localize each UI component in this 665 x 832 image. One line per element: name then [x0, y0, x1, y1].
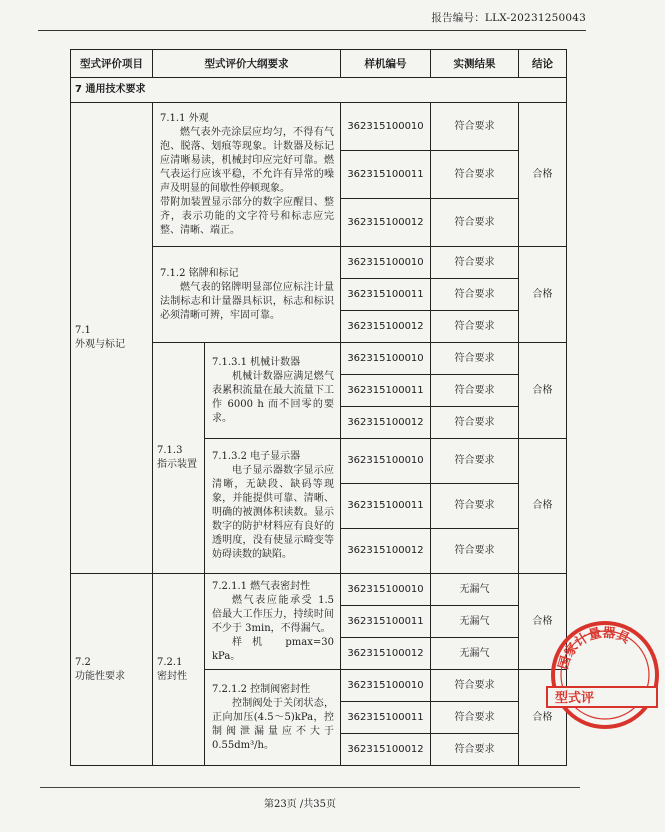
sample-number: 362315100011: [341, 375, 431, 407]
sample-number: 362315100010: [341, 439, 431, 484]
table-row: [71, 574, 567, 606]
result: 符合要求: [431, 734, 519, 766]
evaluation-table: [70, 49, 567, 766]
header-item: 型式评价项目: [71, 50, 153, 78]
section-row: [71, 78, 567, 103]
sample-number: 362315100012: [341, 638, 431, 670]
sample-number: 362315100012: [341, 529, 431, 574]
sample-number: 362315100010: [341, 247, 431, 279]
conclusion: 合格: [519, 247, 567, 343]
req-body: 控制阀处于关闭状态，正向加压(4.5～5)kPa，控制阀泄漏量应不大于 0.55dm³/h。: [212, 697, 334, 751]
req-7-2-1-2: [205, 670, 341, 766]
req-7-1-1: [153, 103, 341, 247]
conclusion: 合格: [519, 670, 567, 766]
sub-7-1-3: 7.1.3 指示装置: [153, 343, 205, 574]
header-conclusion: 结论: [519, 50, 567, 78]
sample-number: 362315100011: [341, 484, 431, 529]
req-body: 机械计数器应满足燃气表累积流量在最大流量下工作 6000 h 而不回零的要求。: [212, 370, 334, 424]
header-result: 实测结果: [431, 50, 519, 78]
svg-text:型式评: 型式评: [555, 691, 595, 706]
req-title: 7.1.3.2 电子显示器: [212, 451, 301, 462]
result: 符合要求: [431, 670, 519, 702]
conclusion: 合格: [519, 439, 567, 574]
svg-text:国家计量器具: 国家计量器具: [556, 625, 632, 672]
sample-number: 362315100011: [341, 606, 431, 638]
footer-rule: [40, 787, 580, 788]
result: 符合要求: [431, 103, 519, 151]
result: 符合要求: [431, 279, 519, 311]
result: 符合要求: [431, 529, 519, 574]
result: 符合要求: [431, 439, 519, 484]
req-title: 7.2.1.2 控制阀密封性: [212, 683, 311, 695]
official-seal: [545, 615, 665, 735]
conclusion: 合格: [519, 574, 567, 670]
req-title: 7.1.2 铭牌和标记: [160, 267, 239, 279]
result: 符合要求: [431, 702, 519, 734]
result: 无漏气: [431, 574, 519, 606]
req-body: 电子显示器数字显示应清晰，无缺段、缺码等现象，并能提供可靠、清晰、明确的被测体积读数。显示数字的防护材料应有良好的透明度，没有使显示畸变等妨碍读数的缺陷。: [212, 465, 334, 560]
item-7-2: 7.2 功能性要求: [71, 574, 153, 766]
result: 无漏气: [431, 606, 519, 638]
conclusion: 合格: [519, 343, 567, 439]
result: 符合要求: [431, 311, 519, 343]
req-7-1-3-1: [205, 343, 341, 439]
result: 符合要求: [431, 199, 519, 247]
page-footer: 第23页 /共35页: [264, 799, 336, 810]
req-7-2-1-1: [205, 574, 341, 670]
sample-number: 362315100012: [341, 311, 431, 343]
table-row: [71, 103, 567, 151]
result: 无漏气: [431, 638, 519, 670]
sample-number: 362315100011: [341, 279, 431, 311]
req-body: 燃气表的铭牌明显部位应标注计量法制标志和计量器具标识，标志和标识必须清晰可辨，牢固可靠。: [160, 281, 334, 321]
sample-number: 362315100011: [341, 702, 431, 734]
item-7-1: 7.1 外观与标记: [71, 103, 153, 574]
sample-number: 362315100012: [341, 407, 431, 439]
sample-number: 362315100010: [341, 670, 431, 702]
result: 符合要求: [431, 375, 519, 407]
result: 符合要求: [431, 151, 519, 199]
req-title: 7.1.3.1 机械计数器: [212, 356, 301, 368]
sub-7-2-1: 7.2.1 密封性: [153, 574, 205, 766]
result: 符合要求: [431, 484, 519, 529]
req-body: 燃气表应能承受 1.5 倍最大工作压力，持续时间不少于 3min，不得漏气。: [212, 594, 334, 634]
result: 符合要求: [431, 343, 519, 375]
req-extra: 样机 pmax=30 kPa。: [212, 636, 334, 662]
req-title: 7.1.1 外观: [160, 112, 209, 124]
table-header-row: [71, 50, 567, 78]
header-requirement: 型式评价大纲要求: [153, 50, 341, 78]
header-rule: [38, 30, 586, 31]
sample-number: 362315100012: [341, 734, 431, 766]
req-7-1-3-2: [205, 439, 341, 574]
req-7-1-2: [153, 247, 341, 343]
conclusion: 合格: [519, 103, 567, 247]
sample-number: 362315100010: [341, 574, 431, 606]
sample-number: 362315100011: [341, 151, 431, 199]
result: 符合要求: [431, 407, 519, 439]
req-body: 燃气表外壳涂层应均匀，不得有气泡、脱落、划痕等现象。计数器及标记应清晰易读，机械封印应完好可靠。燃气表运行应该平稳，不允许有异常的噪声及明显的间歇性停顿现象。 带附加装置显示部分的数字应醒目、整齐，表示功能的文字符号和标志应完整、清晰、端正。: [160, 126, 334, 236]
result: 符合要求: [431, 247, 519, 279]
header-sample: 样机编号: [341, 50, 431, 78]
sample-number: 362315100010: [341, 343, 431, 375]
req-title: 7.2.1.1 燃气表密封性: [212, 580, 311, 592]
sample-number: 362315100012: [341, 199, 431, 247]
section-title: 7 通用技术要求: [71, 78, 567, 103]
report-number: 报告编号：LLX-20231250043: [431, 12, 586, 24]
sample-number: 362315100010: [341, 103, 431, 151]
